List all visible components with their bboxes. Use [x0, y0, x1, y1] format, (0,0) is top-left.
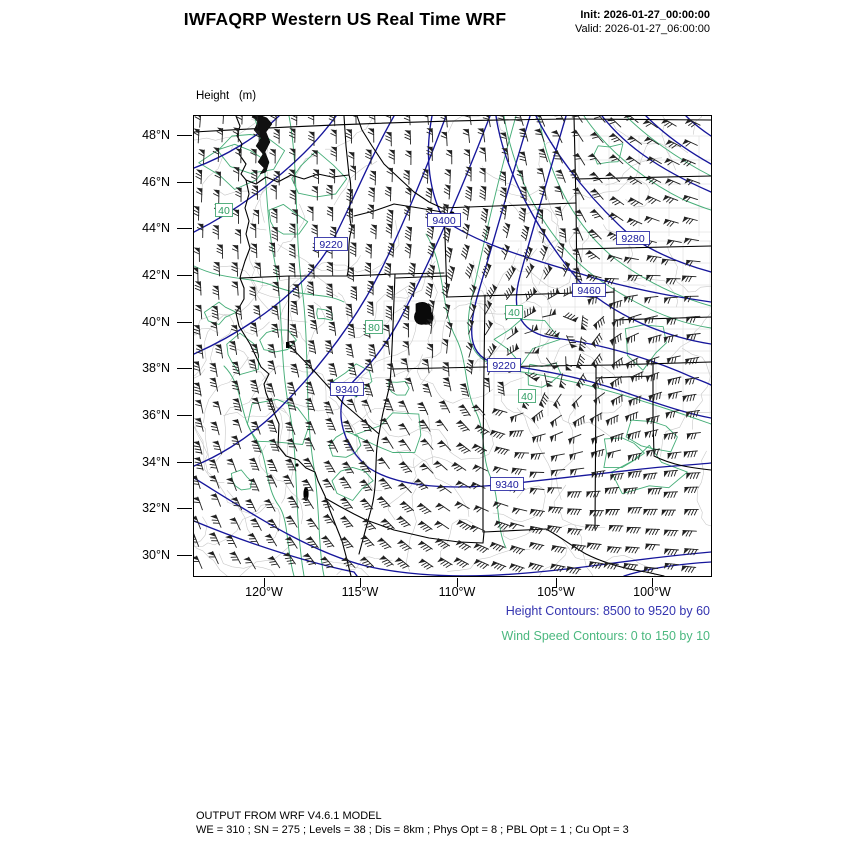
- lat-label-32n: 32°N: [142, 501, 170, 515]
- lon-label-115w: 115°W: [341, 585, 379, 599]
- lon-label-105w: 105°W: [537, 585, 575, 599]
- lat-tick: [177, 508, 192, 509]
- lat-label-48n: 48°N: [142, 128, 170, 142]
- lat-tick: [177, 555, 192, 556]
- legend-height: Height (m): [196, 90, 257, 102]
- lat-label-38n: 38°N: [142, 361, 170, 375]
- lat-label-40n: 40°N: [142, 315, 170, 329]
- svg-text:9220: 9220: [319, 238, 343, 251]
- lat-label-46n: 46°N: [142, 175, 170, 189]
- svg-text:40: 40: [508, 306, 520, 319]
- lat-label-36n: 36°N: [142, 408, 170, 422]
- svg-text:40: 40: [521, 390, 533, 403]
- svg-text:9280: 9280: [621, 232, 645, 245]
- svg-text:9340: 9340: [495, 478, 519, 491]
- lat-tick: [177, 228, 192, 229]
- lat-label-44n: 44°N: [142, 221, 170, 235]
- lat-tick: [177, 275, 192, 276]
- svg-text:40: 40: [218, 204, 230, 217]
- lat-tick: [177, 182, 192, 183]
- height-contour-note: Height Contours: 8500 to 9520 by 60: [505, 604, 710, 618]
- lat-tick: [177, 135, 192, 136]
- svg-text:9400: 9400: [432, 214, 456, 227]
- lat-tick: [177, 368, 192, 369]
- run-times: [450, 9, 710, 36]
- lon-label-120w: 120°W: [245, 585, 283, 599]
- wrf-map: [194, 116, 711, 576]
- lat-label-30n: 30°N: [142, 548, 170, 562]
- lat-label-42n: 42°N: [142, 268, 170, 282]
- lat-tick: [177, 462, 192, 463]
- svg-text:80: 80: [368, 321, 380, 334]
- lon-label-110w: 110°W: [438, 585, 476, 599]
- svg-text:9220: 9220: [492, 359, 516, 372]
- map-frame: [193, 115, 712, 577]
- model-footer: [196, 810, 629, 837]
- init-time: Init: 2026-01-27_00:00:00: [580, 9, 710, 21]
- model-config-line: WE = 310 ; SN = 275 ; Levels = 38 ; Dis = 8km ; Phys Opt = 8 ; PBL Opt = 1 ; Cu Opt = 3: [196, 823, 629, 836]
- valid-time: Valid: 2026-01-27_06:00:00: [575, 22, 710, 35]
- svg-text:9340: 9340: [335, 383, 359, 396]
- lon-label-100w: 100°W: [633, 585, 671, 599]
- page-title: IWFAQRP Western US Real Time WRF: [183, 9, 507, 29]
- svg-text:9460: 9460: [577, 284, 601, 297]
- model-output-line: OUTPUT FROM WRF V4.6.1 MODEL: [196, 810, 382, 822]
- lat-label-34n: 34°N: [142, 455, 170, 469]
- lat-tick: [177, 415, 192, 416]
- windspeed-contour-note: Wind Speed Contours: 0 to 150 by 10: [501, 629, 710, 643]
- lat-tick: [177, 322, 192, 323]
